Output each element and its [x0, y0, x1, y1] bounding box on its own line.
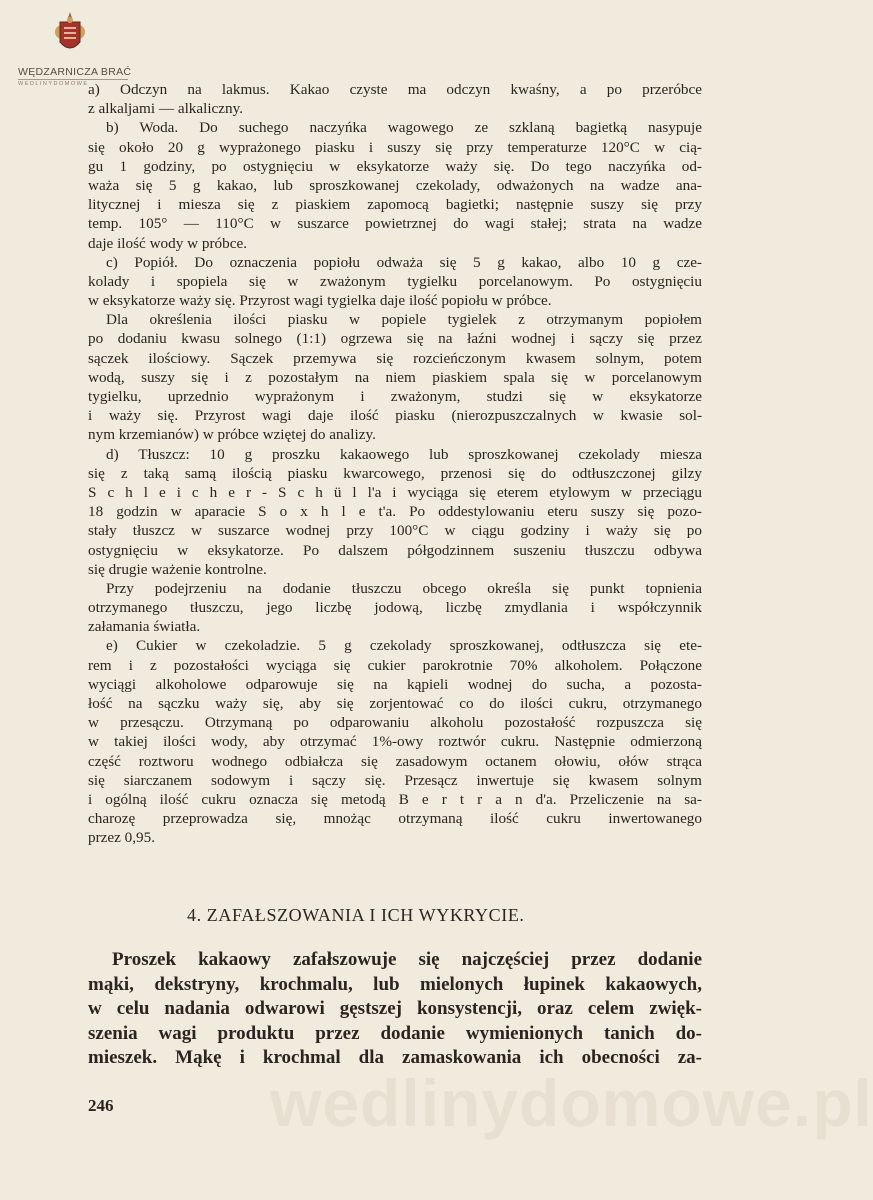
- coat-of-arms-icon: [50, 10, 90, 58]
- text-line: szenia wagi produktu przez dodanie wymienionych tanich do-: [88, 1022, 702, 1044]
- text-line: w eksykatorze waży się. Przyrost wagi tygielka daje ilość popiołu w próbce.: [88, 292, 552, 310]
- text-line: po dodaniu kwasu solnego (1:1) ogrzewa się na łaźni wodnej i sączy się przez: [88, 330, 702, 348]
- text-line: a) Odczyn na lakmus. Kakao czyste ma odczyn kwaśny, a po przeróbce: [88, 81, 702, 98]
- section-body: [88, 948, 702, 1071]
- text-line: się z taką samą ilością piasku kwarcowego, przenosi się do odtłuszczonej gilzy: [88, 464, 702, 482]
- text-line: stały tłuszcz w suszarce wodnej przy 100°C w ciągu godziny i waży się po: [88, 522, 702, 540]
- text-line: temp. 105° — 110°C w suszarce powietrznej do wagi stałej; strata na wadze: [88, 215, 702, 233]
- text-line: się około 20 g wyprażonego piasku i suszy się przy temperaturze 120°C w cią-: [88, 138, 702, 156]
- text-line: otrzymanego tłuszczu, jego liczbę jodową, liczbę zmydlania i współczynnik: [88, 599, 702, 617]
- text-line: e) Cukier w czekoladzie. 5 g czekolady sproszkowanej, odtłuszcza się ete-: [106, 637, 702, 655]
- text-line: d) Tłuszcz: 10 g proszku kakaowego lub sproszkowanej czekolady miesza: [106, 445, 702, 463]
- text-line: b) Woda. Do suchego naczyńka wagowego ze szklaną bagietką nasypuje: [106, 119, 702, 137]
- text-line: Dla określenia ilości piasku w popiele tygielek z otrzymanym popiołem: [106, 311, 702, 329]
- text-line: mieszek. Mąkę i krochmal dla zamaskowania ich obecności za-: [88, 1047, 702, 1068]
- text-line: w przesączu. Otrzymaną po odparowaniu alkoholu pozostałość rozpuszcza się: [88, 714, 702, 732]
- body-text: [88, 80, 702, 848]
- text-line: wyciągi alkoholowe odparowuje się na kąpieli wodnej do sucha, a pozosta-: [88, 675, 702, 693]
- site-logo[interactable]: [0, 0, 145, 92]
- text-line: waża się 5 g kakao, lub sproszkowanej czekolady, odważonych na wadze ana-: [88, 176, 702, 194]
- text-line: charozę przeprowadza się, mnożąc otrzymaną ilość cukru inwertowanego: [88, 810, 702, 828]
- text-line: się drugie ważenie kontrolne.: [88, 560, 267, 578]
- text-line: wodą, suszy się i z pozostałym na niem piaskiem spala się w porcelanowym: [88, 368, 702, 386]
- text-line: i waży się. Przyrost wagi daje ilość piasku (nierozpuszczalnych w kwasie sol-: [88, 407, 702, 425]
- text-line: w takiej ilości wody, aby otrzymać 1%-owy roztwór cukru. Następnie odmierzoną: [88, 733, 702, 751]
- text-line: tygielku, uprzednio wyprażonym i zważonym, studzi się w eksykatorze: [88, 388, 702, 405]
- text-line: z alkaljami — alkaliczny.: [88, 100, 244, 118]
- text-line: część roztworu wodnego odbiałcza się zasadowym octanem ołowiu, ołów strąca: [88, 752, 702, 770]
- text-line: mąki, dekstryny, krochmalu, lub mielonych łupinek kakaowych,: [88, 973, 702, 995]
- page-number: 246: [88, 1096, 114, 1115]
- text-line: S c h l e i c h e r - S c h ü l l'a i wyciąga się eterem etylowym w przeciągu: [88, 483, 702, 501]
- logo-name: WĘDZARNICZA BRAĆ: [18, 66, 132, 78]
- text-line: kolady i spopiela się w zważonym tygielku porcelanowym. Po ostygnięciu: [88, 272, 702, 290]
- text-line: Proszek kakaowy zafałszowuje się najczęściej przez dodanie: [112, 949, 702, 970]
- text-line: się siarczanem sodowym i sączy się. Przesącz inwertuje się kwasem solnym: [88, 771, 702, 789]
- text-line: ostygnięciu w eksykatorze. Po dalszem półgodzinnem suszeniu tłuszczu odbywa: [88, 541, 702, 559]
- watermark: wedlinydomowe.pl: [270, 1066, 873, 1140]
- text-line: załamania światła.: [88, 618, 201, 636]
- text-line: nym krzemianów) w próbce wziętej do analizy.: [88, 426, 376, 444]
- text-line: rem i z pozostałości wyciąga się cukier parokrotnie 70% alkoholem. Połączone: [88, 656, 702, 674]
- text-line: łość na sączku waży się, aby się zorjentować co do ilości cukru, otrzymanego: [88, 695, 702, 712]
- text-line: c) Popiół. Do oznaczenia popiołu odważa się 5 g kakao, albo 10 g cze-: [106, 253, 702, 271]
- section-heading: 4. ZAFAŁSZOWANIA I ICH WYKRYCIE.: [187, 905, 525, 925]
- logo-subtitle: WEDLINYDOMOWE: [18, 81, 89, 87]
- text-line: sączek ilościowy. Sączek przemywa się rozcieńczonym kwasem solnym, potem: [88, 349, 702, 367]
- text-line: gu 1 godziny, po ostygnięciu w eksykatorze waży się. Do tego naczyńka od-: [88, 157, 702, 175]
- text-line: przez 0,95.: [88, 829, 156, 847]
- text-line: daje ilość wody w próbce.: [88, 234, 248, 252]
- text-line: 18 godzin w aparacie S o x h l e t'a. Po oddestylowaniu eteru suszy się pozo-: [88, 503, 702, 521]
- text-line: i ogólną ilość cukru oznacza się metodą B e r t r a n d'a. Przeliczenie na sa-: [88, 790, 702, 808]
- text-line: litycznej i miesza się z piaskiem zapomocą bagietki; następnie suszy się przy: [88, 196, 702, 214]
- text-line: w celu nadania odwarowi gęstszej konsystencji, oraz celem zwięk-: [88, 998, 702, 1019]
- text-line: Przy podejrzeniu na dodanie tłuszczu obcego określa się punkt topnienia: [106, 579, 702, 597]
